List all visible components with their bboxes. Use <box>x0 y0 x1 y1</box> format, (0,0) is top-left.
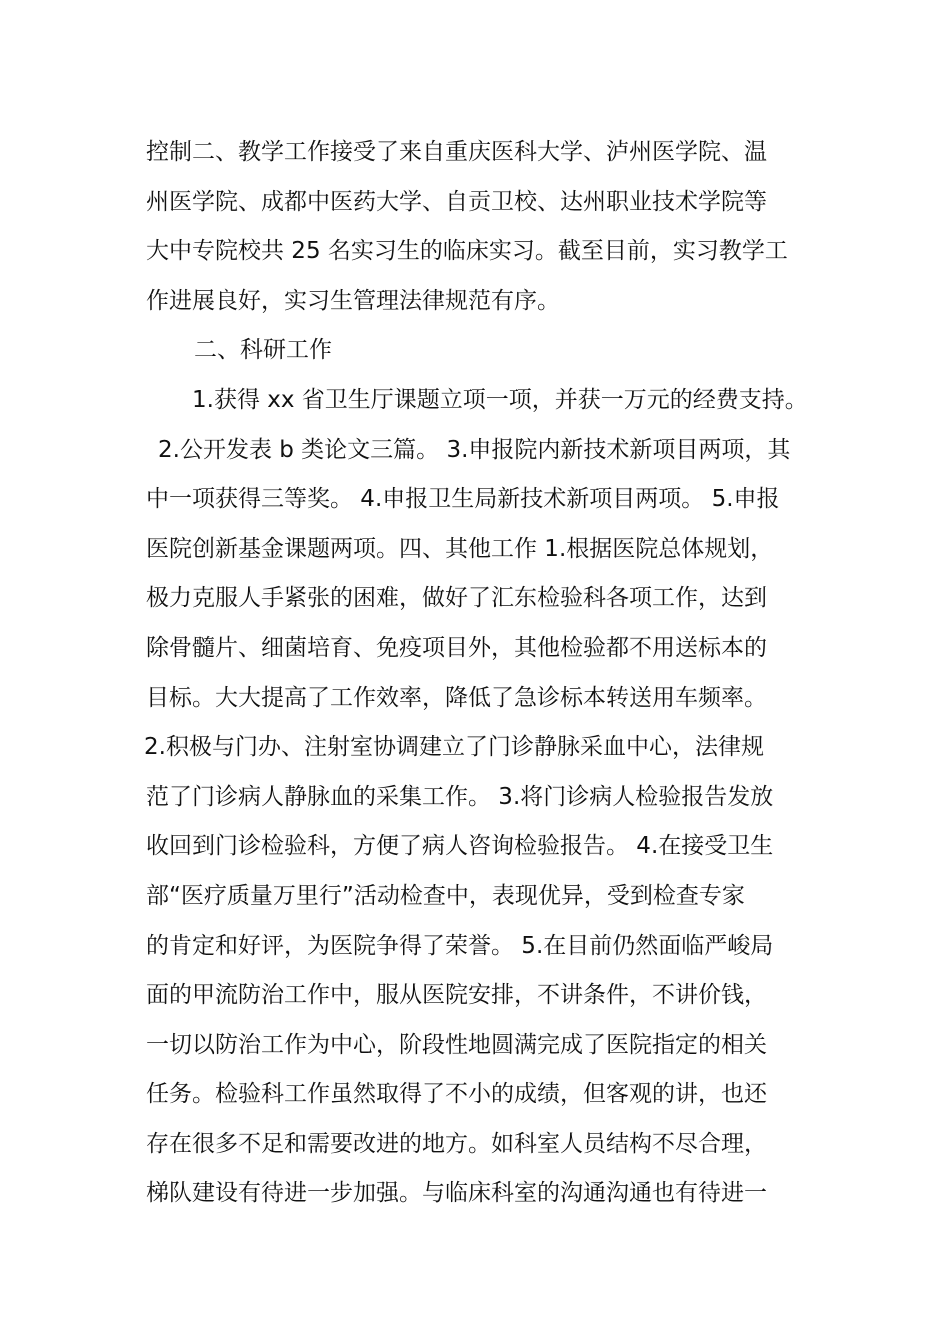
document-body <box>146 128 816 1219</box>
text-line: 作进展良好，实习生管理法律规范有序。 <box>146 287 560 314</box>
text-line: 大中专院校共 25 名实习生的临床实习。截至目前，实习教学工 <box>146 238 788 265</box>
text-line: 存在很多不足和需要改进的地方。如科室人员结构不尽合理， <box>146 1130 767 1157</box>
text-line: 2.公开发表 b 类论文三篇。 3.申报院内新技术新项目两项，其 <box>158 436 791 463</box>
text-line: 州医学院、成都中医药大学、自贡卫校、达州职业技术学院等 <box>146 188 767 215</box>
section-heading: 二、科研工作 <box>194 337 332 364</box>
text-line: 面的甲流防治工作中，服从医院安排，不讲条件，不讲价钱， <box>146 982 767 1009</box>
text-line: 部“医疗质量万里行”活动检查中，表现优异，受到检查专家 <box>146 882 745 909</box>
text-line: 1.获得 xx 省卫生厅课题立项一项，并获一万元的经费支持。 <box>192 386 808 413</box>
text-line: 目标。大大提高了工作效率，降低了急诊标本转送用车频率。 <box>146 684 767 711</box>
text-line: 收回到门诊检验科，方便了病人咨询检验报告。 4.在接受卫生 <box>146 833 774 860</box>
text-line: 范了门诊病人静脉血的采集工作。 3.将门诊病人检验报告发放 <box>146 783 774 810</box>
text-line: 除骨髓片、细菌培育、免疫项目外，其他检验都不用送标本的 <box>146 634 767 661</box>
text-line: 2.积极与门办、注射室协调建立了门诊静脉采血中心，法律规 <box>144 734 764 761</box>
text-line: 一切以防治工作为中心，阶段性地圆满完成了医院指定的相关 <box>146 1031 767 1058</box>
text-line: 中一项获得三等奖。 4.申报卫生局新技术新项目两项。 5.申报 <box>146 486 780 513</box>
text-line: 控制二、教学工作接受了来自重庆医科大学、泸州医学院、温 <box>146 139 767 165</box>
text-line: 极力克服人手紧张的困难，做好了汇东检验科各项工作，达到 <box>146 585 767 612</box>
text-line: 任务。检验科工作虽然取得了不小的成绩，但客观的讲，也还 <box>146 1081 767 1108</box>
text-line: 的肯定和好评，为医院争得了荣誉。 5.在目前仍然面临严峻局 <box>146 932 774 959</box>
text-line: 医院创新基金课题两项。四、其他工作 1.根据医院总体规划， <box>146 535 774 562</box>
text-line: 梯队建设有待进一步加强。与临床科室的沟通沟通也有待进一 <box>146 1180 767 1207</box>
